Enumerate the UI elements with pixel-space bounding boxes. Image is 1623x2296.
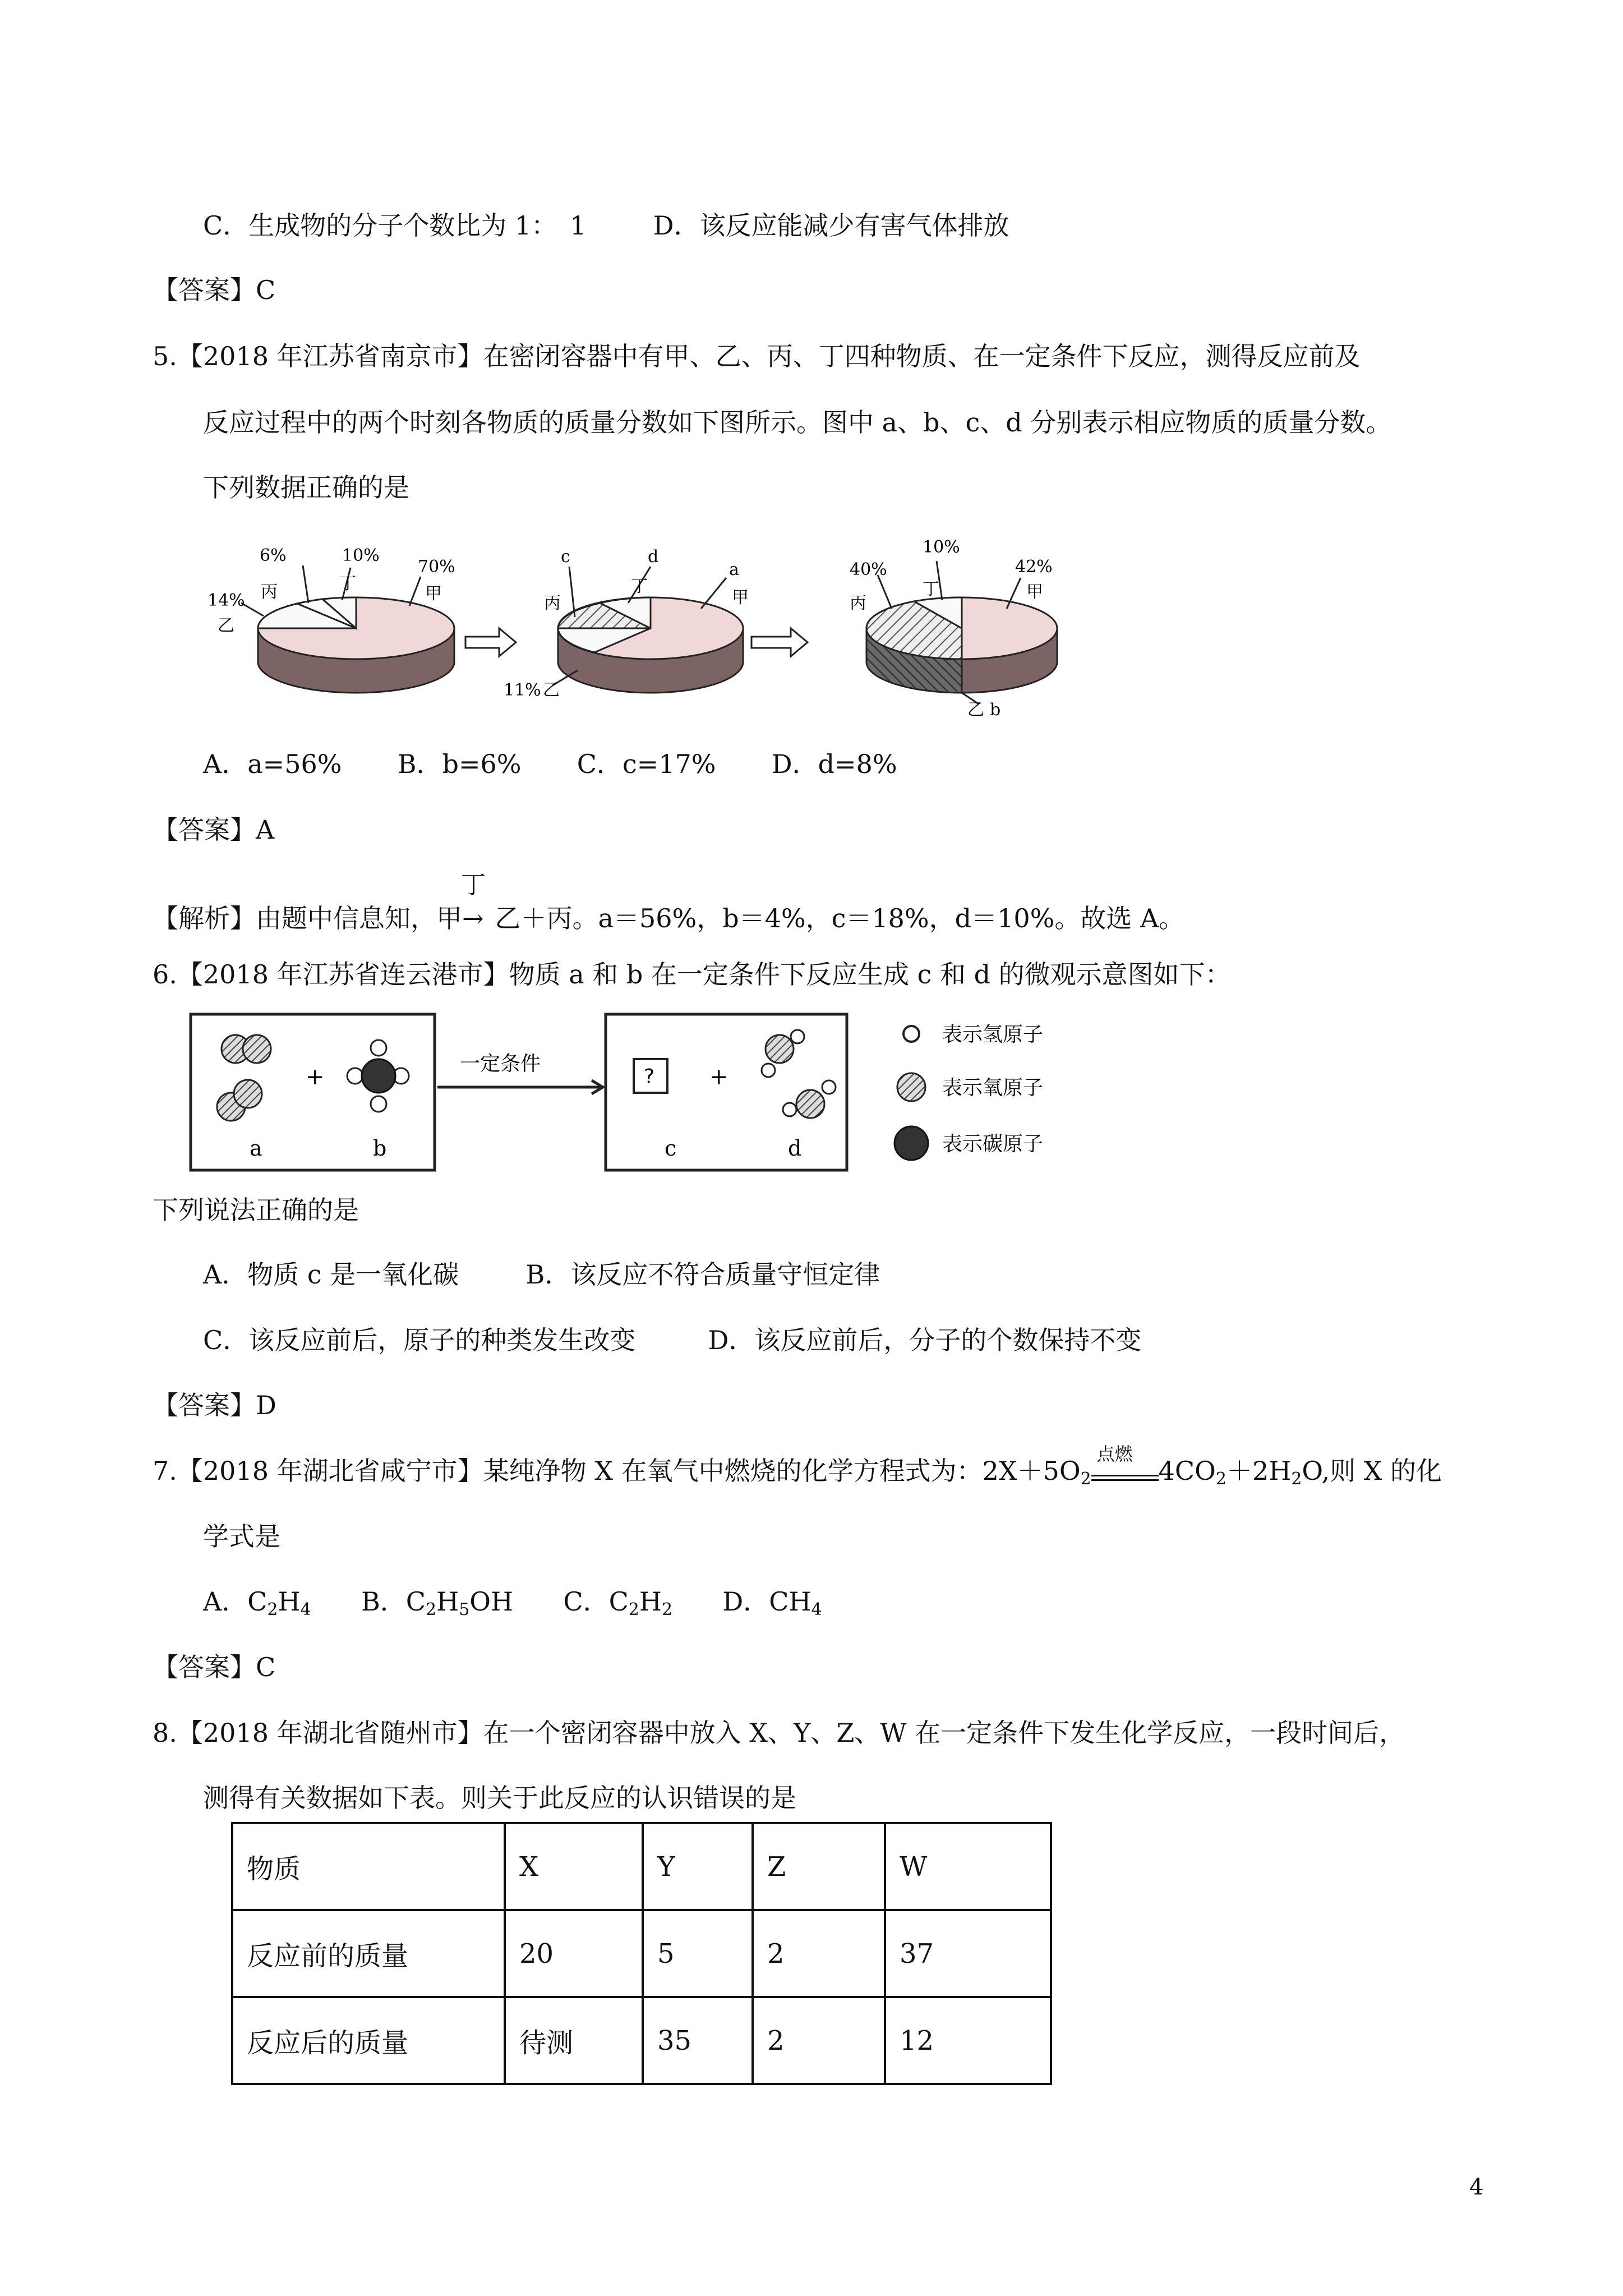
q7-eq-line-top [1091,1475,1159,1476]
table-cell: 5 [643,1910,753,1997]
pie1-jia: 甲 [425,584,442,604]
table-cell: 待测 [505,1997,643,2084]
q5-option-c: C．c=17% [577,749,716,779]
q5-stem-line2: 反应过程中的两个时刻各物质的质量分数如下图所示。图中 a、b、c、d 分别表示相应物质的质量分数。 [203,407,1392,438]
pie2-yi: 乙 [543,680,560,700]
arrow-1 [465,628,516,656]
pie3-bing: 丙 [850,593,866,613]
pie2-jia: 甲 [732,588,749,608]
q7-eq-line-bottom [1091,1479,1159,1481]
q7-eq-tail: O,则 X 的化 [1302,1456,1442,1486]
legend-c-atom [895,1126,928,1160]
pie3-bing-pct: 40% [850,560,887,579]
plus-left: + [306,1064,325,1090]
pie2-bing: 丙 [544,593,561,613]
q4-answer: 【答案】C [153,275,276,305]
legend-h: 表示氢原子 [942,1023,1044,1046]
pie3-jia: 甲 [1026,582,1043,602]
table-cell: 物质 [232,1823,505,1910]
table-cell: Z [753,1823,885,1910]
q4-option-d: D．该反应能减少有害气体排放 [653,210,1009,241]
pie3-jia-pct: 42% [1015,557,1053,577]
q5-options [203,749,897,780]
q5-answer: 【答案】A [153,815,275,845]
pie2-a: a [729,560,739,579]
condition-label: 一定条件 [460,1052,541,1075]
q7-option-c: C．C [563,1586,629,1617]
q6-options-cd [203,1325,1141,1356]
q6-stem-line2: 下列说法正确的是 [153,1195,359,1225]
q7-condition-wrap [1091,1443,1159,1487]
table-row [232,1910,1051,1997]
q5-stem-line3: 下列数据正确的是 [203,472,409,503]
q5-option-a: A．a=56% [203,749,342,779]
q6-stem-line1: 6.【2018 年江苏省连云港市】物质 a 和 b 在一定条件下反应生成 c 和 d 的微观示意图如下： [153,959,1231,990]
pie-charts-figure [208,533,1105,718]
pie1-bing-pct: 6% [260,546,287,565]
q6-option-d: D．该反应前后，分子的个数保持不变 [708,1325,1142,1355]
q7-sub-h2o: 2 [1291,1469,1302,1489]
pie2-yi-pct: 11% [504,680,541,700]
q7-options: A．$C_2H_4$ B．$C_2H_5OH$ C．$C_2H_2$ D．$CH_4$ [203,1586,822,1619]
q7-eq-co2: 4CO [1158,1456,1216,1486]
q7-condition: 点燃 [1096,1443,1133,1465]
pie3-b: b [990,700,1001,718]
pie-middle [504,547,749,700]
q6-options-ab [203,1259,880,1290]
q5-stem-line1: 5.【2018 年江苏省南京市】在密闭容器中有甲、乙、丙、丁四种物质、在一定条件下反应，测得反应前及 [153,341,1361,371]
table-row [232,1823,1051,1910]
q4-options [203,210,1009,241]
legend-h-atom [903,1026,919,1042]
q8-stem-line1: 8.【2018 年湖北省随州市】在一个密闭容器中放入 X、Y、Z、W 在一定条件下发生化学反应，一段时间后， [153,1718,1405,1748]
pie1-yi: 乙 [218,616,234,636]
legend [895,1023,1043,1160]
label-b: b [373,1136,387,1161]
table-cell: 12 [885,1997,1051,2084]
label-d: d [788,1136,802,1161]
table-cell: 2 [753,1910,885,1997]
pie2-c: c [561,547,570,567]
q5-explain-prefix: 【解析】由题中信息知，甲 [153,903,462,933]
arrow-2 [751,628,808,656]
q6-option-a: A．物质 c 是一氧化碳 [203,1259,459,1290]
table-cell: Y [643,1823,753,1910]
q5-explain-catalyst: 丁 [461,871,486,899]
pie2-ding: 丁 [631,577,648,596]
table-row [232,1997,1051,2084]
pie2-d: d [648,547,659,567]
legend-o: 表示氧原子 [942,1076,1044,1099]
pie3-ding-pct: 10% [923,537,960,557]
table-cell: 2 [753,1997,885,2084]
page-number: 4 [1469,2174,1484,2200]
q7-stem-line1 [153,1443,1442,1489]
q5-explain-suffix: 乙＋丙。a＝56%，b＝4%，c＝18%，d＝10%。故选 A。 [495,903,1185,933]
pie-before [208,546,455,693]
q7-option-b: B．C [361,1586,426,1617]
pie1-jia-pct: 70% [418,557,455,577]
pie1-yi-pct: 14% [208,591,245,610]
legend-o-atom [897,1073,925,1101]
q5-option-d: D．d=8% [771,749,897,779]
q7-option-a: A．C [203,1586,268,1617]
pie3-ding: 丁 [923,579,939,599]
q5-explain-arrow-wrap [461,871,486,934]
q4-option-c: C．生成物的分子个数比为 1： 1 [203,210,587,241]
q7-eq-prefix: 7.【2018 年湖北省咸宁市】某纯净物 X 在氧气中燃烧的化学方程式为：2X＋5O [153,1456,1081,1486]
q7-eq-h2o: ＋2H [1226,1456,1292,1486]
table-cell: 反应前的质量 [232,1910,505,1997]
table-cell: 反应后的质量 [232,1997,505,2084]
legend-c: 表示碳原子 [942,1133,1044,1156]
pie1-bing: 丙 [261,582,278,602]
micro-diagram [185,1009,1138,1182]
q7-stem-line2: 学式是 [203,1521,280,1552]
pie1-ding-pct: 10% [342,546,380,565]
plus-right: + [709,1064,728,1090]
q8-table [231,1822,1052,2085]
q5-explanation [153,871,1185,934]
table-cell: X [505,1823,643,1910]
q6-answer: 【答案】D [153,1390,276,1420]
q7-answer: 【答案】C [153,1652,276,1682]
q8-stem-line2: 测得有关数据如下表。则关于此反应的认识错误的是 [203,1783,796,1813]
table-cell: 35 [643,1997,753,2084]
q5-explain-arrow: → [462,903,484,933]
q7-sub-o2: 2 [1080,1469,1091,1489]
q7-sub-co2: 2 [1215,1469,1227,1489]
label-a: a [250,1136,262,1161]
q5-option-b: B．b=6% [397,749,522,779]
q7-option-d: D．CH [722,1586,811,1617]
question-mark: ? [644,1065,655,1088]
table-cell: 37 [885,1910,1051,1997]
pie1-ding: 丁 [339,574,356,593]
label-c: c [665,1136,677,1161]
table-cell: W [885,1823,1051,1910]
pie3-yi: 乙 [967,700,984,718]
q6-option-c: C．该反应前后，原子的种类发生改变 [203,1325,636,1355]
pie-after [850,537,1057,718]
table-cell: 20 [505,1910,643,1997]
q6-option-b: B．该反应不符合质量守恒定律 [525,1259,880,1290]
